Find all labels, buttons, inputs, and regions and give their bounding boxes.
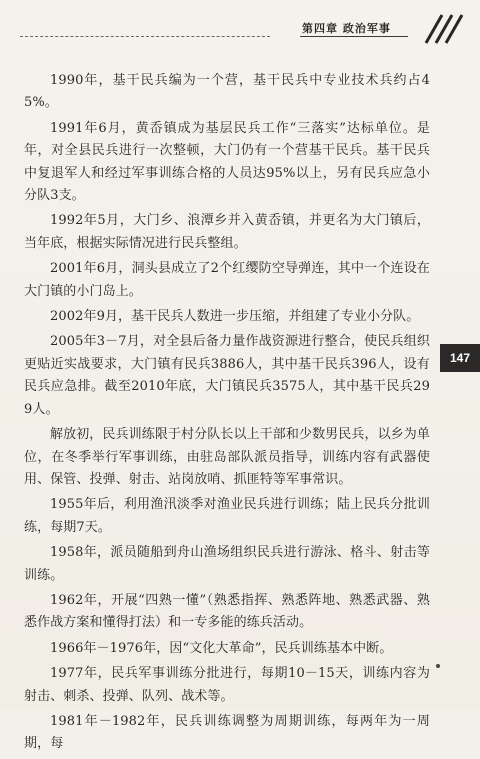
paragraph: 2001年6月，洞头县成立了2个红缨防空导弹连，其中一个连设在大门镇的小门岛上。 [24, 261, 430, 299]
header-slash-ornament [412, 14, 468, 44]
paragraph: 1955年后，利用渔汛淡季对渔业民兵进行训练；陆上民兵分批训练，每期7天。 [24, 497, 430, 535]
ink-dot [436, 664, 440, 668]
body-text [24, 70, 430, 759]
chapter-title: 第四章 政治军事 [302, 22, 391, 35]
paragraph: 1990年，基干民兵编为一个营，基干民兵中专业技术兵约占45%。 [24, 73, 430, 111]
paragraph: 1977年，民兵军事训练分批进行，每期10－15天，训练内容为射击、刺杀、投弹、队列、战术等。 [24, 666, 430, 704]
paragraph: 1991年6月，黄岙镇成为基层民兵工作“三落实”达标单位。是年，对全县民兵进行一次整顿，大门仍有一个营基干民兵。基干民兵中复退军人和经过军事训练合格的人员达95%以上，另有民兵应急小分队3支。 [24, 120, 430, 204]
paragraph: 解放初，民兵训练限于村分队长以上干部和少数男民兵，以乡为单位，在冬季举行军事训练，由驻岛部队派员指导，训练内容有武器使用、保管、投弹、射击、站岗放哨、抓匪特等军事常识。 [24, 427, 430, 487]
page-number-tab: 147 [440, 344, 480, 372]
paragraph: 1966年－1976年，因“文化大革命”，民兵训练基本中断。 [50, 640, 393, 656]
running-header [0, 14, 480, 40]
paragraph: 1962年，开展“四熟一懂”（熟悉指挥、熟悉阵地、熟悉武器、熟悉作战方案和懂得打法）和一专多能的练兵活动。 [24, 592, 430, 631]
paragraph: 2002年9月，基干民兵人数进一步压缩，并组建了专业小分队。 [50, 309, 420, 325]
paragraph: 1981年－1982年，民兵训练调整为周期训练，每两年为一周期，每 [24, 713, 430, 752]
header-solid-rule [300, 36, 408, 37]
paragraph: 1958年，派员随船到舟山渔场组织民兵进行游泳、格斗、射击等训练。 [24, 545, 430, 583]
header-dashed-rule [20, 36, 270, 37]
paragraph: 2005年3－7月，对全县后备力量作战资源进行整合，使民兵组织更贴近实战要求，大门镇有民兵3886人，其中基干民兵396人，设有民兵应急排。截至2010年底，大门镇民兵3575人，其中基干民兵299人。 [24, 334, 430, 417]
paragraph: 1992年5月，大门乡、浪潭乡并入黄岙镇，并更名为大门镇后，当年底，根据实际情况进行民兵整组。 [24, 213, 430, 251]
